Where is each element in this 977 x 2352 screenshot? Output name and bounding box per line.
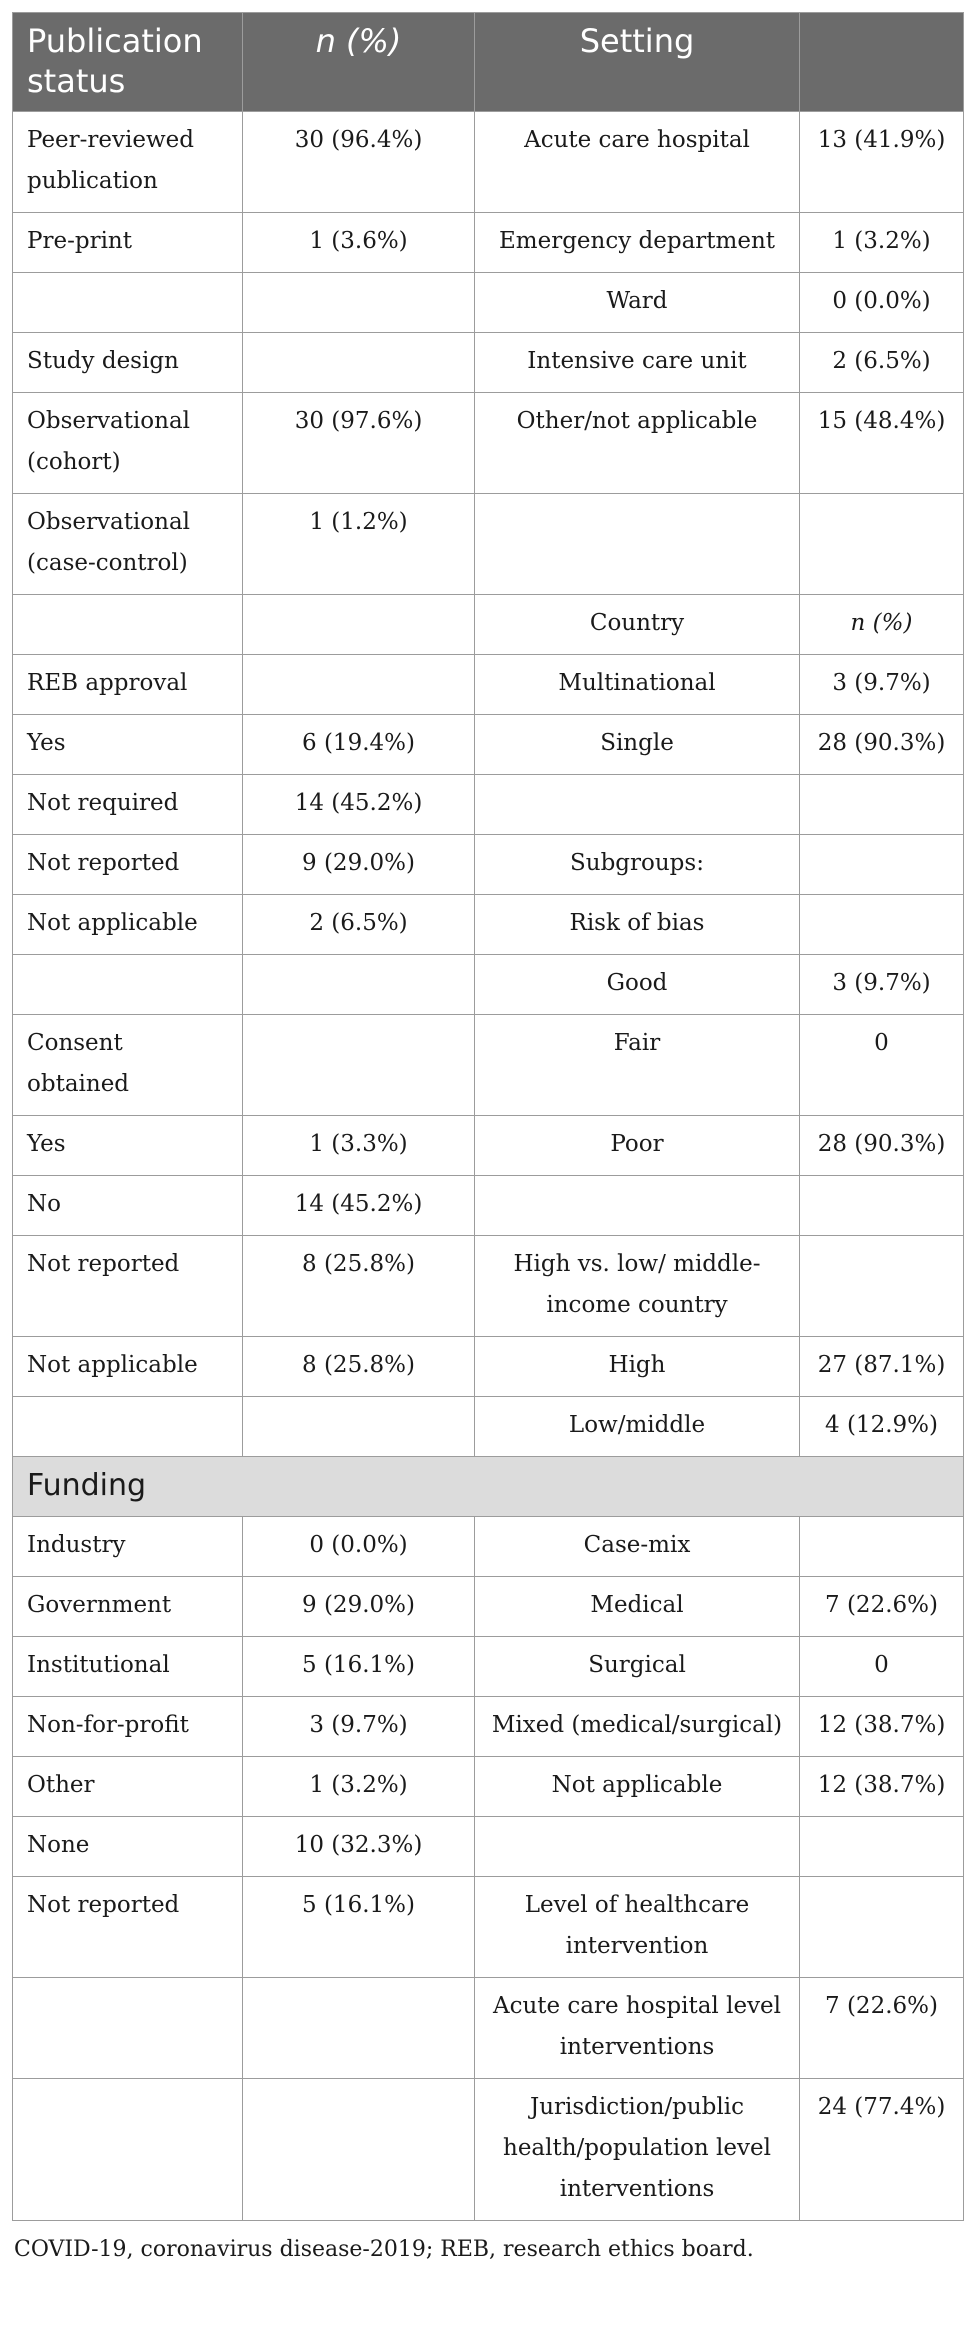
table-row	[13, 2079, 964, 2221]
n-percent-cell: 9 (29.0%)	[243, 835, 475, 895]
setting-value-cell	[800, 775, 964, 835]
row-label-cell: Institutional	[13, 1637, 243, 1697]
setting-value-cell	[800, 835, 964, 895]
row-label-cell	[13, 595, 243, 655]
n-percent-cell	[243, 655, 475, 715]
n-percent-cell: 8 (25.8%)	[243, 1236, 475, 1337]
setting-label-cell: Good	[475, 955, 800, 1015]
setting-value-cell: 24 (77.4%)	[800, 2079, 964, 2221]
setting-value-cell	[800, 1517, 964, 1577]
row-label-cell: No	[13, 1176, 243, 1236]
n-percent-cell: 1 (3.2%)	[243, 1757, 475, 1817]
setting-label-cell: High vs. low/ middle-income country	[475, 1236, 800, 1337]
table-row	[13, 1236, 964, 1337]
row-label-cell	[13, 1978, 243, 2079]
row-label-cell	[13, 2079, 243, 2221]
setting-label-cell: Case-mix	[475, 1517, 800, 1577]
table-row	[13, 1397, 964, 1457]
section-label-funding: Funding	[13, 1457, 964, 1517]
setting-value-cell: 0	[800, 1637, 964, 1697]
header-setting-value	[800, 13, 964, 112]
table-row	[13, 1577, 964, 1637]
setting-value-cell: n (%)	[800, 595, 964, 655]
setting-value-cell: 15 (48.4%)	[800, 393, 964, 494]
setting-label-cell	[475, 494, 800, 595]
setting-value-cell: 28 (90.3%)	[800, 1116, 964, 1176]
setting-value-cell	[800, 1817, 964, 1877]
row-label-cell: Other	[13, 1757, 243, 1817]
table-row	[13, 1015, 964, 1116]
table-row	[13, 1697, 964, 1757]
n-percent-cell	[243, 1015, 475, 1116]
setting-label-cell: Intensive care unit	[475, 333, 800, 393]
row-label-cell	[13, 273, 243, 333]
table-row	[13, 494, 964, 595]
table-row	[13, 333, 964, 393]
setting-label-cell: Low/middle	[475, 1397, 800, 1457]
table-row	[13, 715, 964, 775]
n-percent-cell: 14 (45.2%)	[243, 775, 475, 835]
table-footnote: COVID-19, coronavirus disease-2019; REB, research ethics board.	[14, 2237, 754, 2262]
setting-value-cell: 27 (87.1%)	[800, 1337, 964, 1397]
setting-label-cell	[475, 1817, 800, 1877]
n-percent-cell: 3 (9.7%)	[243, 1697, 475, 1757]
n-percent-cell: 0 (0.0%)	[243, 1517, 475, 1577]
setting-value-cell: 7 (22.6%)	[800, 1978, 964, 2079]
table-row	[13, 112, 964, 213]
setting-value-cell: 28 (90.3%)	[800, 715, 964, 775]
table-row	[13, 213, 964, 273]
header-publication-status: Publication status	[13, 13, 243, 112]
row-label-cell: Study design	[13, 333, 243, 393]
table-row	[13, 955, 964, 1015]
row-label-cell: Industry	[13, 1517, 243, 1577]
n-percent-cell	[243, 595, 475, 655]
table-row	[13, 1757, 964, 1817]
table-row	[13, 273, 964, 333]
setting-value-cell: 2 (6.5%)	[800, 333, 964, 393]
n-percent-cell: 30 (96.4%)	[243, 112, 475, 213]
row-label-cell: Pre-print	[13, 213, 243, 273]
row-label-cell: Observational (case-control)	[13, 494, 243, 595]
n-percent-cell	[243, 955, 475, 1015]
table-row	[13, 1116, 964, 1176]
n-percent-cell: 2 (6.5%)	[243, 895, 475, 955]
setting-label-cell: Acute care hospital	[475, 112, 800, 213]
setting-value-cell: 4 (12.9%)	[800, 1397, 964, 1457]
table-row	[13, 655, 964, 715]
setting-label-cell: Subgroups:	[475, 835, 800, 895]
setting-label-cell: Not applicable	[475, 1757, 800, 1817]
n-percent-cell	[243, 1978, 475, 2079]
funding-section	[13, 1457, 964, 1517]
setting-value-cell: 7 (22.6%)	[800, 1577, 964, 1637]
table-row	[13, 1337, 964, 1397]
setting-value-cell: 0 (0.0%)	[800, 273, 964, 333]
n-percent-cell	[243, 333, 475, 393]
row-label-cell: Not reported	[13, 1877, 243, 1978]
table-row	[13, 1817, 964, 1877]
setting-value-cell: 1 (3.2%)	[800, 213, 964, 273]
row-label-cell: Consent obtained	[13, 1015, 243, 1116]
row-label-cell: Observational (cohort)	[13, 393, 243, 494]
row-label-cell: Not applicable	[13, 1337, 243, 1397]
setting-value-cell	[800, 1236, 964, 1337]
header-setting: Setting	[475, 13, 800, 112]
setting-label-cell: Risk of bias	[475, 895, 800, 955]
table-row	[13, 775, 964, 835]
table-row	[13, 1978, 964, 2079]
setting-label-cell: Poor	[475, 1116, 800, 1176]
row-label-cell: Government	[13, 1577, 243, 1637]
row-label-cell: Yes	[13, 715, 243, 775]
setting-label-cell: Surgical	[475, 1637, 800, 1697]
row-label-cell	[13, 1397, 243, 1457]
n-percent-cell	[243, 1397, 475, 1457]
setting-label-cell: Acute care hospital level interventions	[475, 1978, 800, 2079]
setting-label-cell	[475, 775, 800, 835]
n-percent-cell: 10 (32.3%)	[243, 1817, 475, 1877]
row-label-cell: Non-for-profit	[13, 1697, 243, 1757]
setting-label-cell: Mixed (medical/surgical)	[475, 1697, 800, 1757]
table-row	[13, 393, 964, 494]
n-percent-cell: 1 (3.6%)	[243, 213, 475, 273]
table-row	[13, 1517, 964, 1577]
setting-label-cell: Multinational	[475, 655, 800, 715]
row-label-cell: Not reported	[13, 1236, 243, 1337]
row-label-cell: None	[13, 1817, 243, 1877]
n-percent-cell: 9 (29.0%)	[243, 1577, 475, 1637]
row-label-cell: Not reported	[13, 835, 243, 895]
n-percent-cell: 14 (45.2%)	[243, 1176, 475, 1236]
setting-label-cell: Single	[475, 715, 800, 775]
section-row-funding	[13, 1457, 964, 1517]
setting-label-cell: Level of healthcare intervention	[475, 1877, 800, 1978]
setting-label-cell: Fair	[475, 1015, 800, 1116]
table-row	[13, 895, 964, 955]
row-label-cell: Yes	[13, 1116, 243, 1176]
setting-label-cell: Other/not applicable	[475, 393, 800, 494]
table-row	[13, 1877, 964, 1978]
table-body-bottom	[13, 1517, 964, 2221]
row-label-cell: Peer-reviewed publication	[13, 112, 243, 213]
setting-label-cell: Medical	[475, 1577, 800, 1637]
row-label-cell: REB approval	[13, 655, 243, 715]
n-percent-cell: 6 (19.4%)	[243, 715, 475, 775]
table-body-top	[13, 112, 964, 1457]
setting-value-cell: 3 (9.7%)	[800, 655, 964, 715]
setting-label-cell: Emergency department	[475, 213, 800, 273]
setting-label-cell: High	[475, 1337, 800, 1397]
row-label-cell	[13, 955, 243, 1015]
setting-label-cell: Country	[475, 595, 800, 655]
setting-label-cell: Jurisdiction/public health/population level interventions	[475, 2079, 800, 2221]
setting-value-cell: 12 (38.7%)	[800, 1757, 964, 1817]
table-row	[13, 835, 964, 895]
n-percent-cell: 1 (3.3%)	[243, 1116, 475, 1176]
setting-value-cell: 12 (38.7%)	[800, 1697, 964, 1757]
setting-value-cell: 13 (41.9%)	[800, 112, 964, 213]
setting-value-cell	[800, 1877, 964, 1978]
n-percent-cell	[243, 2079, 475, 2221]
header-row	[13, 13, 964, 112]
setting-value-cell	[800, 494, 964, 595]
n-percent-cell: 5 (16.1%)	[243, 1637, 475, 1697]
setting-label-cell: Ward	[475, 273, 800, 333]
setting-value-cell: 0	[800, 1015, 964, 1116]
row-label-cell: Not required	[13, 775, 243, 835]
data-table	[12, 12, 964, 2221]
n-percent-cell: 1 (1.2%)	[243, 494, 475, 595]
setting-label-cell	[475, 1176, 800, 1236]
table-row	[13, 1176, 964, 1236]
table-row	[13, 595, 964, 655]
header-n-percent: n (%)	[243, 13, 475, 112]
setting-value-cell	[800, 1176, 964, 1236]
n-percent-cell: 30 (97.6%)	[243, 393, 475, 494]
row-label-cell: Not applicable	[13, 895, 243, 955]
table-row	[13, 1637, 964, 1697]
setting-value-cell	[800, 895, 964, 955]
table-container	[12, 12, 963, 2262]
setting-value-cell: 3 (9.7%)	[800, 955, 964, 1015]
n-percent-cell: 8 (25.8%)	[243, 1337, 475, 1397]
n-percent-cell: 5 (16.1%)	[243, 1877, 475, 1978]
n-percent-cell	[243, 273, 475, 333]
